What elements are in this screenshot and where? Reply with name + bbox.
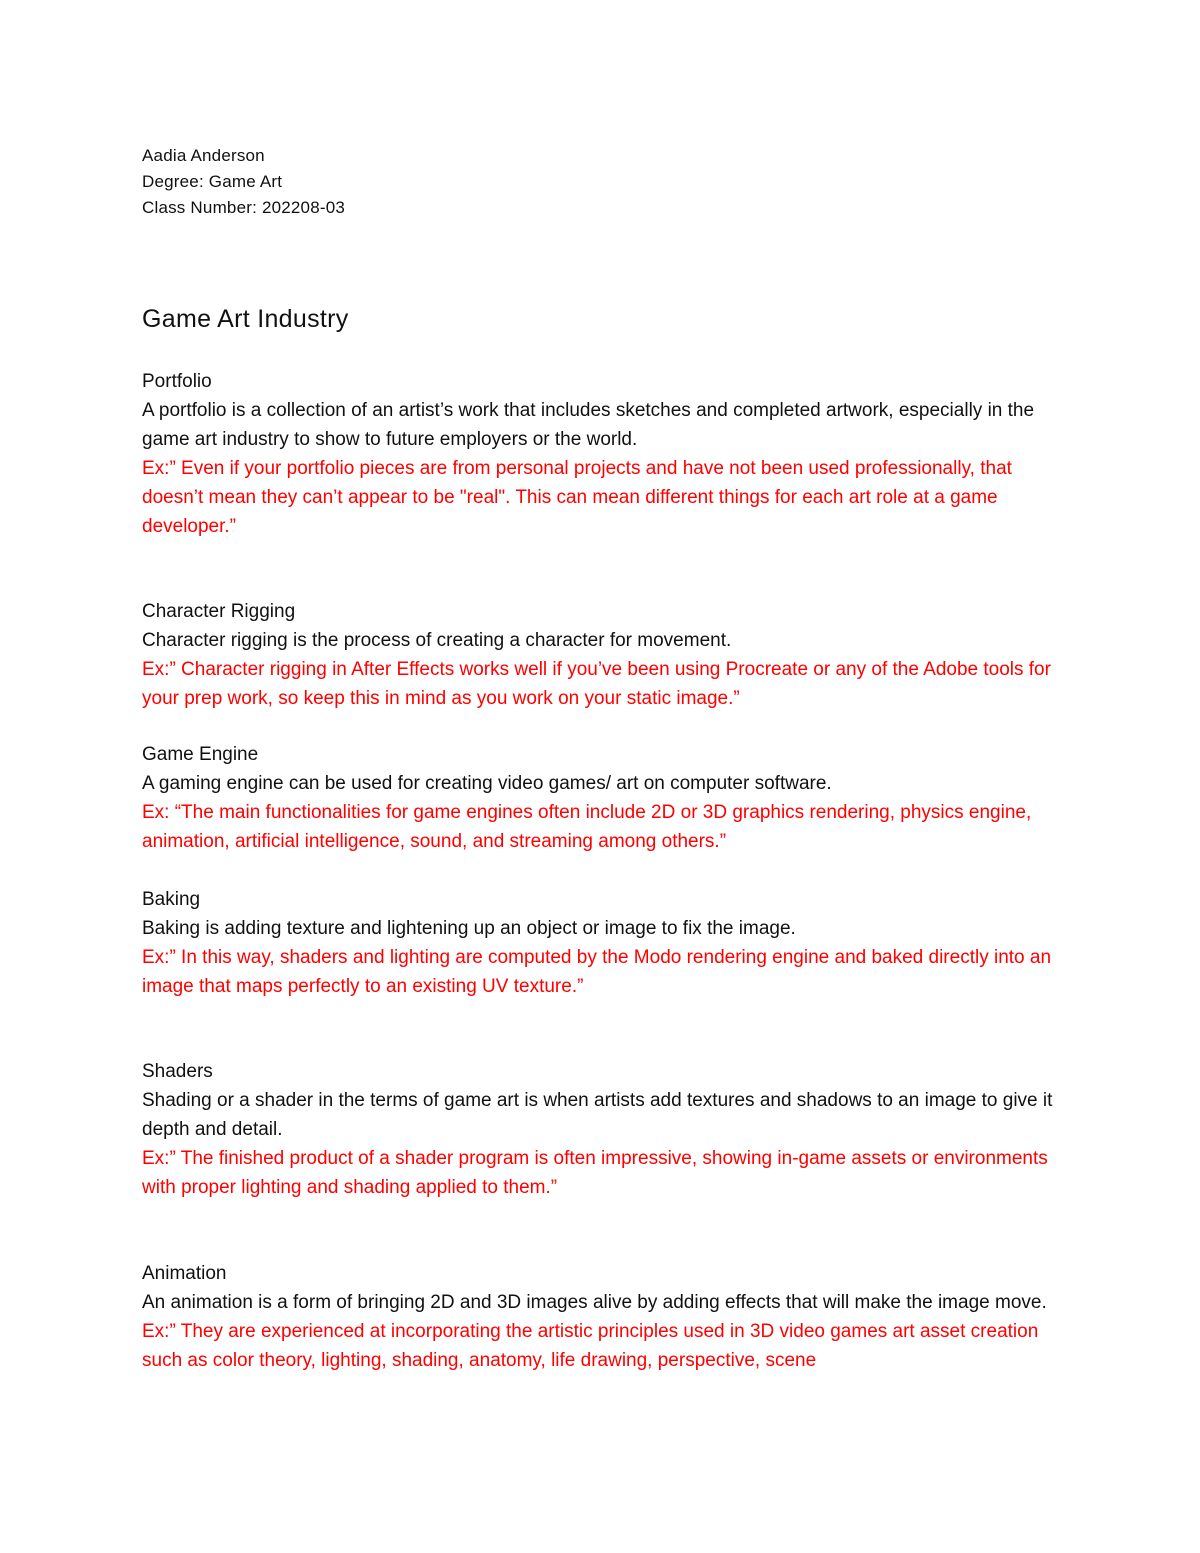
degree-line: Degree: Game Art <box>142 172 283 191</box>
student-info <box>142 143 842 221</box>
section-heading: Shaders <box>142 1061 213 1082</box>
section-heading: Portfolio <box>142 371 212 392</box>
section-heading: Animation <box>142 1263 227 1284</box>
section-portfolio <box>142 367 1062 541</box>
section-baking <box>142 885 1062 1001</box>
section-definition: Baking is adding texture and lightening up an object or image to fix the image. <box>142 918 796 939</box>
section-heading: Baking <box>142 889 201 910</box>
section-example-quote: Ex:” Even if your portfolio pieces are from personal projects and have not been used professionally, that doesn’t mean they can’t appear to be "real". This can mean different things for each art role at a game developer.” <box>142 458 1012 537</box>
section-character-rigging <box>142 597 1062 713</box>
section-example-quote: Ex:” In this way, shaders and lighting are computed by the Modo rendering engine and baked directly into an image that maps perfectly to an existing UV texture.” <box>142 947 1052 997</box>
section-example-quote: Ex:” They are experienced at incorporating the artistic principles used in 3D video games art asset creation such as color theory, lighting, shading, anatomy, life drawing, perspective, scene <box>142 1321 1039 1371</box>
section-definition: A gaming engine can be used for creating video games/ art on computer software. <box>142 773 832 794</box>
author-name: Aadia Anderson <box>142 146 265 165</box>
document-title: Game Art Industry <box>142 305 349 333</box>
section-heading: Character Rigging <box>142 601 296 622</box>
section-definition: Shading or a shader in the terms of game art is when artists add textures and shadows to an image to give it depth and detail. <box>142 1090 1053 1140</box>
section-definition: A portfolio is a collection of an artist’s work that includes sketches and completed artwork, especially in the game art industry to show to future employers or the world. <box>142 400 1035 450</box>
section-definition: Character rigging is the process of creating a character for movement. <box>142 630 732 651</box>
section-definition: An animation is a form of bringing 2D and 3D images alive by adding effects that will make the image move. <box>142 1292 1047 1313</box>
section-animation <box>142 1259 1062 1375</box>
section-heading: Game Engine <box>142 744 259 765</box>
section-example-quote: Ex:” Character rigging in After Effects works well if you’ve been using Procreate or any of the Adobe tools for your prep work, so keep this in mind as you work on your static image.” <box>142 659 1051 709</box>
section-game-engine <box>142 740 1062 856</box>
section-shaders <box>142 1057 1062 1202</box>
section-example-quote: Ex:” The finished product of a shader program is often impressive, showing in-game assets or environments with proper lighting and shading applied to them.” <box>142 1148 1048 1198</box>
class-number-line: Class Number: 202208-03 <box>142 198 346 217</box>
section-example-quote: Ex: “The main functionalities for game engines often include 2D or 3D graphics rendering, physics engine, animation, artificial intelligence, sound, and streaming among others.” <box>142 802 1032 852</box>
